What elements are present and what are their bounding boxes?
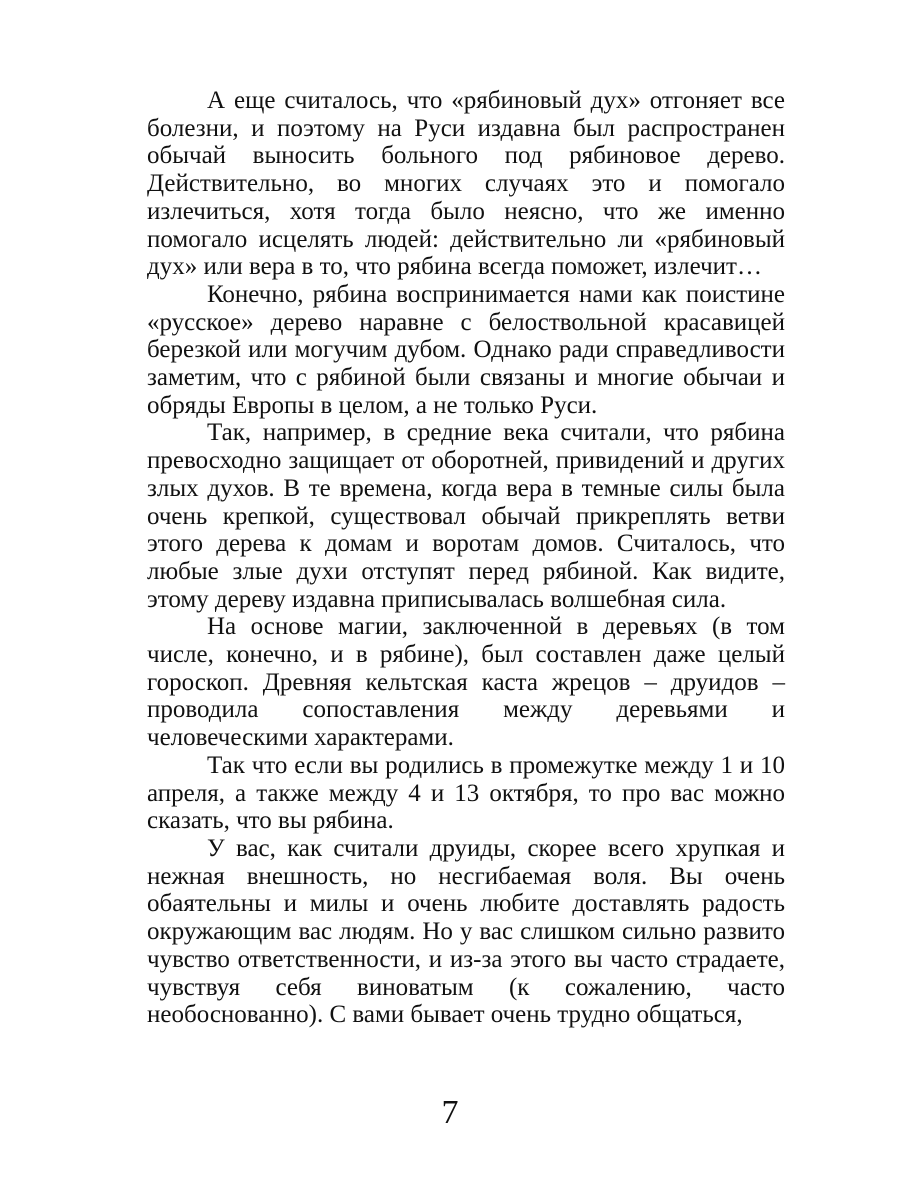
paragraph-6: У вас, как считали друиды, скорее всего хрупкая и нежная внешность, но несгибаемая воля. Вы очень обаятельны и милы и очень любите доставлять радость окружающим вас людям. Но у вас слишком сильно развито чувство ответственности, и из-за этого вы часто страдаете, чувствуя себя виноватым (к сожалению, часто необоснованно). С вами бывает очень трудно общаться, bbox=[147, 834, 785, 1029]
body-text bbox=[147, 87, 785, 1029]
page-number: 7 bbox=[441, 1094, 459, 1131]
paragraph-3: Так, например, в средние века считали, что рябина превосходно защищает от оборотней, привидений и других злых духов. В те времена, когда вера в темные силы была очень крепкой, существовал обычай прикреплять ветви этого дерева к домам и воротам домов. Считалось, что любые злые духи отступят перед рябиной. Как видите, этому дереву издавна приписывалась волшебная сила. bbox=[147, 419, 785, 613]
paragraph-4: На основе магии, заключенной в деревьях (в том числе, конечно, и в рябине), был составлен даже целый гороскоп. Древняя кельтская каста жрецов – друидов – проводила сопоставления между деревьями и человеческими характерами. bbox=[147, 613, 785, 752]
paragraph-2: Конечно, рябина воспринимается нами как поистине «русское» дерево наравне с белоствольной красавицей березкой или могучим дубом. Однако ради справедливости заметим, что с рябиной были связаны и многие обычаи и обряды Европы в целом, а не только Руси. bbox=[147, 280, 785, 419]
paragraph-1: А еще считалось, что «рябиновый дух» отгоняет все болезни, и поэтому на Руси издавна был распространен обычай выносить больного под рябиновое дерево. Действительно, во многих случаях это и помогало излечиться, хотя тогда было неясно, что же именно помогало исцелять людей: действительно ли «рябиновый дух» или вера в то, что рябина всегда поможет, излечит… bbox=[147, 87, 785, 281]
paragraph-5: Так что если вы родились в промежутке между 1 и 10 апреля, а также между 4 и 13 октября, то про вас можно сказать, что вы рябина. bbox=[147, 751, 785, 835]
